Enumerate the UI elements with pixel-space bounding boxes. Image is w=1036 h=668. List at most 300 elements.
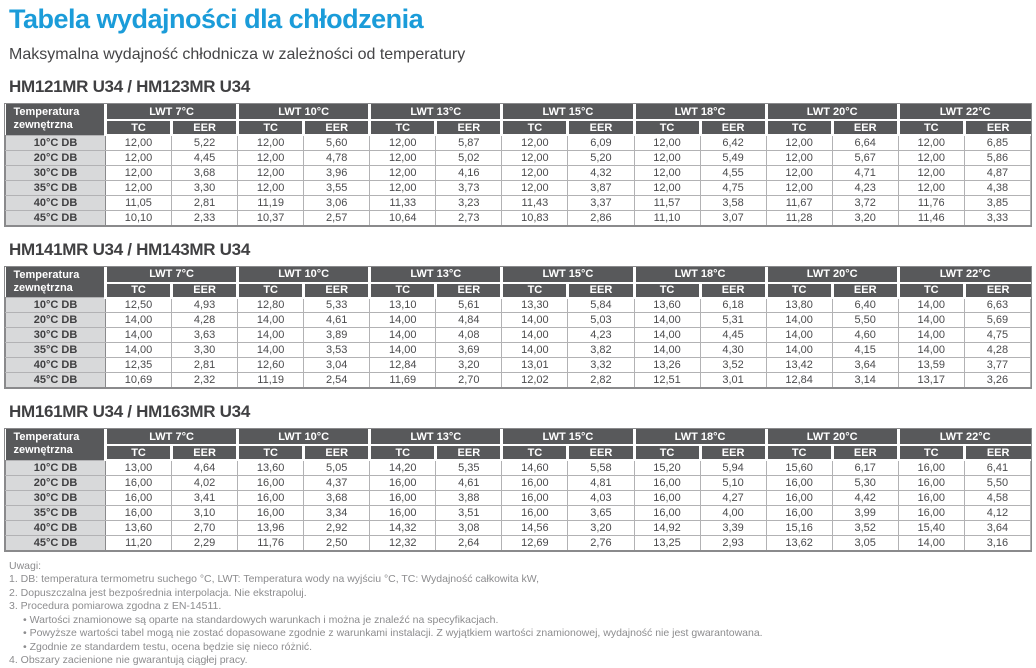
value-cell: 5,86 (964, 150, 1030, 165)
value-cell: 13,30 (502, 298, 568, 313)
value-cell: 4,58 (964, 490, 1030, 505)
value-cell: 4,12 (964, 505, 1030, 520)
table-row (6, 343, 1031, 358)
value-cell: 12,00 (106, 165, 172, 180)
value-cell: 16,00 (106, 475, 172, 490)
value-cell: 14,20 (370, 460, 436, 475)
value-cell: 3,20 (832, 210, 898, 225)
row-label: 35°C DB (6, 180, 106, 195)
value-cell: 12,00 (634, 135, 700, 150)
value-cell: 3,01 (700, 373, 766, 388)
group-header: LWT 15°C (502, 429, 634, 445)
value-cell: 3,77 (964, 358, 1030, 373)
value-cell: 12,00 (898, 180, 964, 195)
value-cell: 3,52 (700, 358, 766, 373)
value-cell: 3,33 (964, 210, 1030, 225)
value-cell: 2,81 (172, 358, 238, 373)
column-header: TC (898, 120, 964, 135)
group-header: LWT 13°C (370, 267, 502, 283)
value-cell: 3,07 (700, 210, 766, 225)
value-cell: 12,00 (634, 165, 700, 180)
footnote-line: • Powyższe wartości tabel mogą nie zostać dopasowane zgodnie z warunkami instalacji. Z wyjątkiem wartości znamionowej, wydajność nie jest gwarantowana. (23, 627, 763, 639)
value-cell: 16,00 (898, 475, 964, 490)
column-header: EER (700, 445, 766, 460)
row-label: 45°C DB (6, 535, 106, 550)
value-cell: 14,00 (898, 298, 964, 313)
value-cell: 13,26 (634, 358, 700, 373)
value-cell: 5,58 (568, 460, 634, 475)
column-header: EER (568, 283, 634, 298)
row-label: 10°C DB (6, 298, 106, 313)
value-cell: 6,09 (568, 135, 634, 150)
value-cell: 12,00 (766, 165, 832, 180)
value-cell: 13,42 (766, 358, 832, 373)
value-cell: 14,00 (106, 343, 172, 358)
column-header: TC (766, 283, 832, 298)
model-section-3 (4, 402, 1032, 552)
value-cell: 12,32 (370, 535, 436, 550)
value-cell: 6,17 (832, 460, 898, 475)
value-cell: 3,26 (964, 373, 1030, 388)
value-cell: 12,00 (502, 165, 568, 180)
value-cell: 5,03 (568, 313, 634, 328)
value-cell: 4,28 (172, 313, 238, 328)
value-cell: 16,00 (634, 505, 700, 520)
value-cell: 3,30 (172, 343, 238, 358)
value-cell: 14,00 (634, 313, 700, 328)
value-cell: 16,00 (766, 505, 832, 520)
value-cell: 5,69 (964, 313, 1030, 328)
value-cell: 12,00 (238, 150, 304, 165)
value-cell: 11,28 (766, 210, 832, 225)
row-label: 30°C DB (6, 490, 106, 505)
value-cell: 2,64 (436, 535, 502, 550)
value-cell: 16,00 (238, 505, 304, 520)
value-cell: 14,60 (502, 460, 568, 475)
value-cell: 5,94 (700, 460, 766, 475)
table-row (6, 460, 1031, 475)
column-header: TC (238, 283, 304, 298)
value-cell: 11,20 (106, 535, 172, 550)
column-header: TC (370, 120, 436, 135)
column-header: EER (964, 283, 1030, 298)
value-cell: 16,00 (502, 490, 568, 505)
column-header: TC (106, 283, 172, 298)
value-cell: 12,00 (106, 150, 172, 165)
group-header: LWT 13°C (370, 429, 502, 445)
value-cell: 14,00 (766, 343, 832, 358)
value-cell: 5,20 (568, 150, 634, 165)
value-cell: 10,83 (502, 210, 568, 225)
value-cell: 13,25 (634, 535, 700, 550)
model-section-2 (4, 240, 1032, 390)
value-cell: 6,64 (832, 135, 898, 150)
value-cell: 3,08 (436, 520, 502, 535)
value-cell: 2,29 (172, 535, 238, 550)
row-label: 30°C DB (6, 328, 106, 343)
group-header: LWT 10°C (238, 267, 370, 283)
column-header: EER (832, 445, 898, 460)
column-header: EER (172, 445, 238, 460)
value-cell: 16,00 (370, 490, 436, 505)
value-cell: 3,16 (964, 535, 1030, 550)
value-cell: 15,40 (898, 520, 964, 535)
model-title: HM121MR U34 / HM123MR U34 (9, 77, 250, 96)
value-cell: 12,00 (106, 135, 172, 150)
table-row (6, 195, 1031, 210)
value-cell: 16,00 (502, 475, 568, 490)
column-header: EER (304, 445, 370, 460)
row-label: 40°C DB (6, 358, 106, 373)
row-label: 10°C DB (6, 460, 106, 475)
value-cell: 14,00 (370, 343, 436, 358)
value-cell: 12,00 (370, 165, 436, 180)
value-cell: 5,60 (304, 135, 370, 150)
value-cell: 16,00 (370, 505, 436, 520)
table-row (6, 135, 1031, 150)
value-cell: 12,51 (634, 373, 700, 388)
value-cell: 16,00 (502, 505, 568, 520)
value-cell: 3,85 (964, 195, 1030, 210)
value-cell: 4,02 (172, 475, 238, 490)
value-cell: 4,16 (436, 165, 502, 180)
value-cell: 12,00 (370, 150, 436, 165)
value-cell: 2,33 (172, 210, 238, 225)
performance-table-wrapper (4, 103, 1032, 227)
group-header: LWT 20°C (766, 104, 898, 120)
value-cell: 3,04 (304, 358, 370, 373)
value-cell: 4,38 (964, 180, 1030, 195)
value-cell: 3,63 (172, 328, 238, 343)
row-label: 20°C DB (6, 313, 106, 328)
value-cell: 3,51 (436, 505, 502, 520)
column-header: EER (436, 445, 502, 460)
value-cell: 5,49 (700, 150, 766, 165)
table-row (6, 328, 1031, 343)
value-cell: 3,99 (832, 505, 898, 520)
value-cell: 3,64 (964, 520, 1030, 535)
value-cell: 12,00 (370, 180, 436, 195)
value-cell: 3,41 (172, 490, 238, 505)
value-cell: 3,72 (832, 195, 898, 210)
value-cell: 10,37 (238, 210, 304, 225)
table-row (6, 475, 1031, 490)
value-cell: 12,80 (238, 298, 304, 313)
value-cell: 15,20 (634, 460, 700, 475)
value-cell: 2,86 (568, 210, 634, 225)
value-cell: 14,00 (238, 313, 304, 328)
value-cell: 11,46 (898, 210, 964, 225)
column-header: EER (964, 120, 1030, 135)
column-header: TC (898, 283, 964, 298)
value-cell: 4,55 (700, 165, 766, 180)
value-cell: 2,93 (700, 535, 766, 550)
performance-table-wrapper (4, 266, 1032, 390)
value-cell: 6,85 (964, 135, 1030, 150)
value-cell: 3,10 (172, 505, 238, 520)
value-cell: 12,00 (898, 150, 964, 165)
value-cell: 16,00 (238, 490, 304, 505)
value-cell: 5,67 (832, 150, 898, 165)
value-cell: 10,10 (106, 210, 172, 225)
page-title: Tabela wydajności dla chłodzenia (9, 4, 424, 34)
column-header: TC (766, 120, 832, 135)
page-subtitle: Maksymalna wydajność chłodnicza w zależności od temperatury (9, 46, 466, 63)
value-cell: 12,69 (502, 535, 568, 550)
column-header: TC (634, 445, 700, 460)
group-header: LWT 13°C (370, 104, 502, 120)
value-cell: 14,00 (238, 343, 304, 358)
group-header: LWT 7°C (106, 104, 238, 120)
value-cell: 2,54 (304, 373, 370, 388)
corner-header: Temperatura zewnętrzna (6, 267, 106, 298)
value-cell: 3,20 (568, 520, 634, 535)
performance-table (5, 104, 1031, 226)
column-header: TC (238, 445, 304, 460)
value-cell: 14,00 (634, 328, 700, 343)
value-cell: 5,35 (436, 460, 502, 475)
table-row (6, 180, 1031, 195)
value-cell: 4,30 (700, 343, 766, 358)
value-cell: 12,00 (370, 135, 436, 150)
column-header: EER (568, 445, 634, 460)
value-cell: 3,88 (436, 490, 502, 505)
footnotes (9, 560, 1032, 668)
value-cell: 12,00 (502, 135, 568, 150)
column-header: EER (832, 120, 898, 135)
column-header: EER (832, 283, 898, 298)
model-title: HM161MR U34 / HM163MR U34 (9, 402, 250, 421)
value-cell: 15,60 (766, 460, 832, 475)
column-header: TC (502, 120, 568, 135)
group-header: LWT 10°C (238, 429, 370, 445)
value-cell: 3,68 (172, 165, 238, 180)
row-label: 40°C DB (6, 195, 106, 210)
value-cell: 14,92 (634, 520, 700, 535)
value-cell: 16,00 (370, 475, 436, 490)
performance-table (5, 429, 1031, 551)
column-header: TC (106, 120, 172, 135)
value-cell: 4,00 (700, 505, 766, 520)
group-header: LWT 18°C (634, 429, 766, 445)
value-cell: 3,14 (832, 373, 898, 388)
value-cell: 3,64 (832, 358, 898, 373)
value-cell: 3,82 (568, 343, 634, 358)
value-cell: 11,10 (634, 210, 700, 225)
value-cell: 4,75 (700, 180, 766, 195)
value-cell: 2,92 (304, 520, 370, 535)
value-cell: 3,96 (304, 165, 370, 180)
value-cell: 4,42 (832, 490, 898, 505)
value-cell: 11,57 (634, 195, 700, 210)
value-cell: 5,50 (832, 313, 898, 328)
value-cell: 12,00 (634, 180, 700, 195)
group-header: LWT 20°C (766, 429, 898, 445)
value-cell: 4,75 (964, 328, 1030, 343)
column-header: TC (370, 445, 436, 460)
table-row (6, 210, 1031, 225)
value-cell: 13,17 (898, 373, 964, 388)
value-cell: 5,87 (436, 135, 502, 150)
column-header: EER (304, 283, 370, 298)
value-cell: 5,30 (832, 475, 898, 490)
table-row (6, 298, 1031, 313)
value-cell: 3,69 (436, 343, 502, 358)
column-header: EER (700, 120, 766, 135)
value-cell: 14,00 (370, 328, 436, 343)
value-cell: 14,00 (766, 328, 832, 343)
value-cell: 4,37 (304, 475, 370, 490)
column-header: EER (436, 120, 502, 135)
value-cell: 4,23 (568, 328, 634, 343)
value-cell: 4,03 (568, 490, 634, 505)
value-cell: 10,69 (106, 373, 172, 388)
value-cell: 3,05 (832, 535, 898, 550)
value-cell: 14,00 (766, 313, 832, 328)
model-title: HM141MR U34 / HM143MR U34 (9, 239, 250, 259)
table-row (6, 165, 1031, 180)
value-cell: 5,33 (304, 298, 370, 313)
value-cell: 12,00 (898, 165, 964, 180)
value-cell: 4,60 (832, 328, 898, 343)
value-cell: 14,00 (502, 328, 568, 343)
group-header: LWT 7°C (106, 429, 238, 445)
table-row (6, 490, 1031, 505)
value-cell: 2,82 (568, 373, 634, 388)
value-cell: 14,00 (898, 328, 964, 343)
value-cell: 14,00 (106, 328, 172, 343)
value-cell: 16,00 (634, 490, 700, 505)
value-cell: 12,00 (502, 150, 568, 165)
model-section-1 (4, 77, 1032, 227)
value-cell: 14,00 (106, 313, 172, 328)
column-header: TC (106, 445, 172, 460)
column-header: EER (436, 283, 502, 298)
value-cell: 4,27 (700, 490, 766, 505)
row-label: 30°C DB (6, 165, 106, 180)
value-cell: 14,00 (502, 343, 568, 358)
value-cell: 12,00 (766, 150, 832, 165)
value-cell: 4,81 (568, 475, 634, 490)
value-cell: 3,34 (304, 505, 370, 520)
value-cell: 4,23 (832, 180, 898, 195)
value-cell: 5,50 (964, 475, 1030, 490)
value-cell: 16,00 (106, 490, 172, 505)
value-cell: 3,06 (304, 195, 370, 210)
value-cell: 6,18 (700, 298, 766, 313)
footnote-line: • Zgodnie ze standardem testu, ocena będzie się nieco różnić. (23, 640, 313, 653)
footnote-line: 2. Dopuszczalna jest bezpośrednia interpolacja. Nie ekstrapoluj. (9, 586, 307, 599)
value-cell: 11,67 (766, 195, 832, 210)
value-cell: 14,56 (502, 520, 568, 535)
value-cell: 4,61 (304, 313, 370, 328)
value-cell: 6,63 (964, 298, 1030, 313)
value-cell: 2,73 (436, 210, 502, 225)
value-cell: 3,53 (304, 343, 370, 358)
value-cell: 11,05 (106, 195, 172, 210)
value-cell: 11,33 (370, 195, 436, 210)
value-cell: 12,60 (238, 358, 304, 373)
corner-header: Temperatura zewnętrzna (6, 104, 106, 135)
value-cell: 14,00 (634, 343, 700, 358)
column-header: TC (238, 120, 304, 135)
value-cell: 3,52 (832, 520, 898, 535)
column-header: EER (964, 445, 1030, 460)
value-cell: 5,10 (700, 475, 766, 490)
value-cell: 12,35 (106, 358, 172, 373)
row-label: 10°C DB (6, 135, 106, 150)
value-cell: 16,00 (898, 460, 964, 475)
table-row (6, 535, 1031, 550)
table-row (6, 373, 1031, 388)
value-cell: 3,37 (568, 195, 634, 210)
value-cell: 3,89 (304, 328, 370, 343)
value-cell: 11,19 (238, 195, 304, 210)
value-cell: 13,62 (766, 535, 832, 550)
value-cell: 4,87 (964, 165, 1030, 180)
value-cell: 13,60 (634, 298, 700, 313)
value-cell: 16,00 (898, 505, 964, 520)
value-cell: 6,41 (964, 460, 1030, 475)
value-cell: 12,02 (502, 373, 568, 388)
value-cell: 13,60 (238, 460, 304, 475)
value-cell: 12,50 (106, 298, 172, 313)
performance-table (5, 267, 1031, 389)
value-cell: 4,71 (832, 165, 898, 180)
value-cell: 12,84 (370, 358, 436, 373)
value-cell: 3,58 (700, 195, 766, 210)
column-header: TC (370, 283, 436, 298)
value-cell: 14,00 (898, 343, 964, 358)
group-header: LWT 18°C (634, 267, 766, 283)
value-cell: 5,02 (436, 150, 502, 165)
corner-header: Temperatura zewnętrzna (6, 429, 106, 460)
value-cell: 12,00 (766, 135, 832, 150)
value-cell: 4,08 (436, 328, 502, 343)
group-header: LWT 18°C (634, 104, 766, 120)
value-cell: 5,22 (172, 135, 238, 150)
group-header: LWT 7°C (106, 267, 238, 283)
value-cell: 4,32 (568, 165, 634, 180)
value-cell: 10,64 (370, 210, 436, 225)
value-cell: 11,76 (898, 195, 964, 210)
value-cell: 3,87 (568, 180, 634, 195)
value-cell: 13,80 (766, 298, 832, 313)
column-header: TC (634, 283, 700, 298)
value-cell: 5,31 (700, 313, 766, 328)
group-header: LWT 22°C (898, 267, 1030, 283)
value-cell: 12,00 (238, 135, 304, 150)
value-cell: 3,73 (436, 180, 502, 195)
value-cell: 3,55 (304, 180, 370, 195)
value-cell: 4,78 (304, 150, 370, 165)
group-header: LWT 15°C (502, 267, 634, 283)
value-cell: 14,00 (898, 535, 964, 550)
footnote-line: • Wartości znamionowe są oparte na standardowych warunkach i można je znaleźć na specyfikacjach. (23, 613, 499, 626)
column-header: TC (634, 120, 700, 135)
performance-table-wrapper (4, 428, 1032, 552)
value-cell: 11,19 (238, 373, 304, 388)
value-cell: 2,81 (172, 195, 238, 210)
value-cell: 11,69 (370, 373, 436, 388)
footnote-line: Uwagi: (9, 559, 42, 572)
table-row (6, 150, 1031, 165)
column-header: EER (568, 120, 634, 135)
column-header: EER (172, 120, 238, 135)
row-label: 35°C DB (6, 505, 106, 520)
value-cell: 13,00 (106, 460, 172, 475)
value-cell: 2,76 (568, 535, 634, 550)
